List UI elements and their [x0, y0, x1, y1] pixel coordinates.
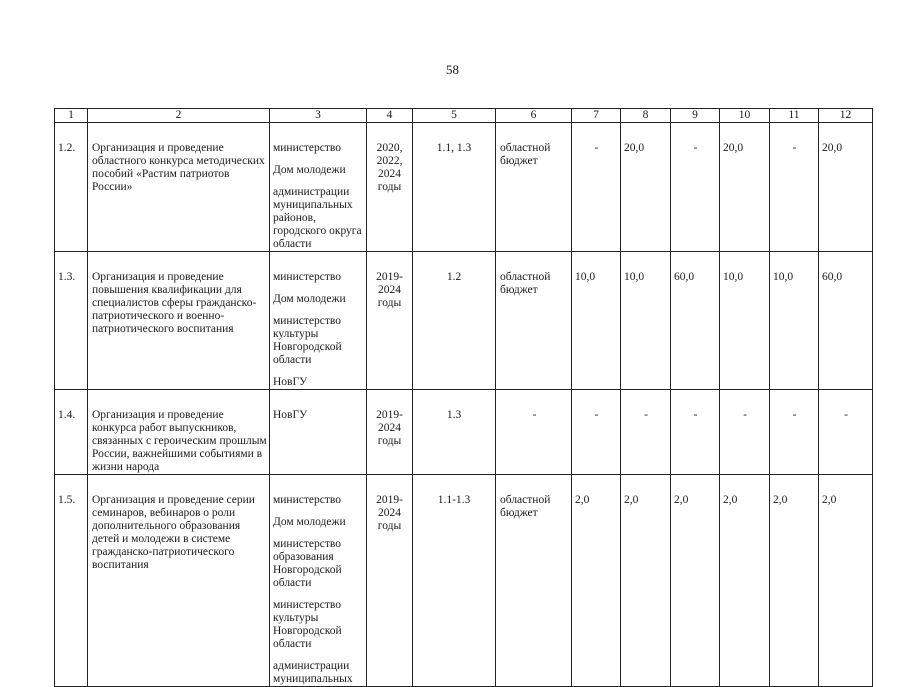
years: 2020, 2022, 2024 годы	[367, 123, 413, 252]
column-header: 11	[770, 109, 819, 123]
row-number: 1.5.	[55, 475, 88, 687]
value-cell: 20,0	[621, 123, 671, 252]
executors-cell	[270, 123, 367, 252]
executor: НовГУ	[273, 376, 308, 388]
value-cell: 2,0	[720, 475, 770, 687]
value-cell: 20,0	[819, 123, 873, 252]
years: 2019-2024 годы	[367, 252, 413, 390]
value-cell: 2,0	[572, 475, 621, 687]
row-number: 1.3.	[55, 252, 88, 390]
executor: министерство культуры Новгородской области	[273, 599, 342, 650]
value-cell: -	[720, 390, 770, 475]
value-cell: 10,0	[770, 252, 819, 390]
funding-source: областной бюджет	[496, 475, 572, 687]
value-cell: 10,0	[621, 252, 671, 390]
executor: министерство	[273, 271, 341, 283]
value-cell: -	[621, 390, 671, 475]
funding-source: областной бюджет	[496, 123, 572, 252]
column-header: 2	[88, 109, 270, 123]
value-cell: 2,0	[671, 475, 720, 687]
value-cell: -	[770, 123, 819, 252]
indicators: 1.1-1.3	[413, 475, 496, 687]
indicators: 1.2	[413, 252, 496, 390]
value-cell: -	[671, 390, 720, 475]
activities-table	[54, 108, 873, 687]
value-cell: 2,0	[819, 475, 873, 687]
value-cell: -	[819, 390, 873, 475]
row-number: 1.2.	[55, 123, 88, 252]
table-row	[55, 252, 873, 390]
activity-name: Организация и проведение конкурса работ выпускников, связанных с героическим прошлым России, важнейшими событиями в жизни народа	[88, 390, 270, 475]
activity-name: Организация и проведение областного конкурса методических пособий «Растим патриотов России»	[88, 123, 270, 252]
executor: министерство	[273, 142, 341, 154]
executors-cell	[270, 252, 367, 390]
row-number: 1.4.	[55, 390, 88, 475]
column-header: 3	[270, 109, 367, 123]
table-row	[55, 475, 873, 687]
value-cell: 10,0	[720, 252, 770, 390]
value-cell: 2,0	[770, 475, 819, 687]
value-cell: -	[572, 390, 621, 475]
table-header-row	[55, 109, 873, 123]
value-cell: 60,0	[819, 252, 873, 390]
value-cell: -	[770, 390, 819, 475]
executor: администрации муниципальных районов, городского округа области	[273, 186, 362, 250]
executor: Дом молодежи	[273, 516, 346, 528]
funding-source: -	[496, 390, 572, 475]
column-header: 9	[671, 109, 720, 123]
executor: НовГУ	[273, 409, 308, 421]
table-row	[55, 390, 873, 475]
column-header: 7	[572, 109, 621, 123]
value-cell: -	[671, 123, 720, 252]
indicators: 1.3	[413, 390, 496, 475]
executor: министерство образования Новгородской области	[273, 538, 342, 589]
value-cell: 2,0	[621, 475, 671, 687]
executor: министерство культуры Новгородской области	[273, 315, 342, 366]
activity-name: Организация и проведение повышения квалификации для специалистов сферы гражданско-патриотического и военно-патриотического воспитания	[88, 252, 270, 390]
page-number: 58	[446, 62, 459, 77]
column-header: 10	[720, 109, 770, 123]
executor: Дом молодежи	[273, 293, 346, 305]
executors-cell	[270, 475, 367, 687]
column-header: 6	[496, 109, 572, 123]
table-row	[55, 123, 873, 252]
column-header: 8	[621, 109, 671, 123]
value-cell: 10,0	[572, 252, 621, 390]
value-cell: 60,0	[671, 252, 720, 390]
indicators: 1.1, 1.3	[413, 123, 496, 252]
column-header: 4	[367, 109, 413, 123]
executor: министерство	[273, 494, 341, 506]
column-header: 1	[55, 109, 88, 123]
years: 2019-2024 годы	[367, 475, 413, 687]
column-header: 12	[819, 109, 873, 123]
column-header: 5	[413, 109, 496, 123]
years: 2019-2024 годы	[367, 390, 413, 475]
activity-name: Организация и проведение серии семинаров, вебинаров о роли дополнительного образования детей и молодежи в системе гражданско-патриотического воспитания	[88, 475, 270, 687]
funding-source: областной бюджет	[496, 252, 572, 390]
executor: Дом молодежи	[273, 164, 346, 176]
value-cell: -	[572, 123, 621, 252]
value-cell: 20,0	[720, 123, 770, 252]
executor: администрации муниципальных	[273, 660, 353, 685]
executors-cell	[270, 390, 367, 475]
